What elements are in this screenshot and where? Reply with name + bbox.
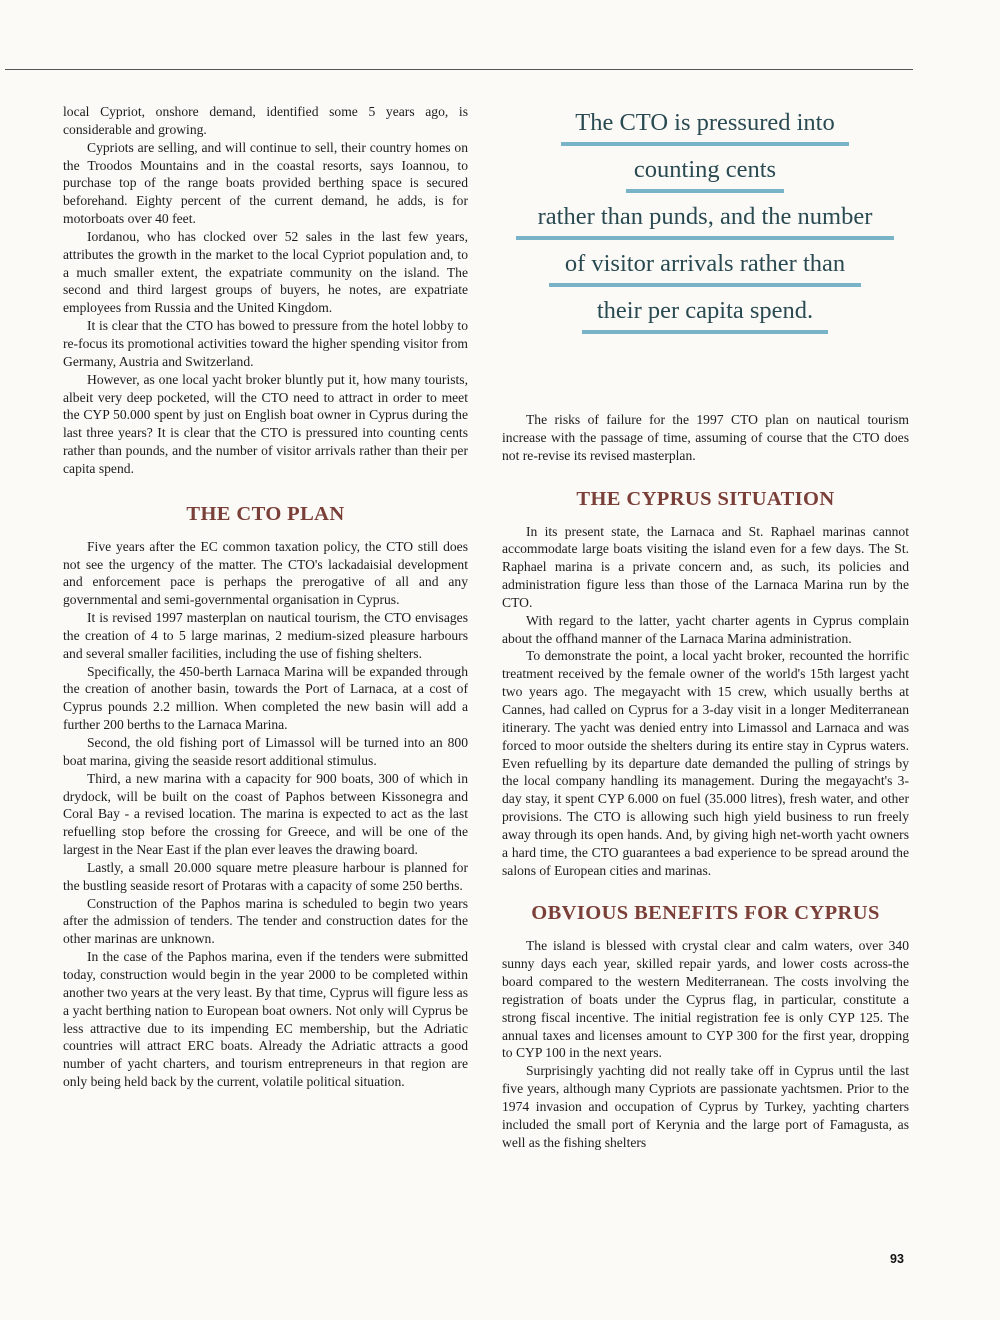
section-heading-cto-plan: THE CTO PLAN (186, 502, 345, 525)
pull-quote-text: their per capita spend. (596, 297, 814, 324)
page-number: 93 (890, 1252, 904, 1266)
paragraph: In its present state, the Larnaca and St. Raphael marinas cannot accommodate large boats visiting the island even for a few days. The St. Raphael marina is a private concern and, as such, its policies and administration figure less than those of the Larnaca Marina run by the CTO. (502, 523, 909, 610)
paragraph: With regard to the latter, yacht charter agents in Cyprus complain about the offhand manner of the Larnaca Marina administration. (502, 612, 909, 646)
paragraph: Cypriots are selling, and will continue to sell, their country homes on the Troodos Mountains and in the coastal resorts, says Ioannou, to purchase top of the range boats provided berthing space is secured beforehand. Eighty percent of the current demand, he adds, is for motorboats over 40 feet. (63, 139, 468, 227)
paragraph: Surprisingly yachting did not really take off in Cyprus until the last five years, although many Cypriots are passionate yachtsmen. Prior to the 1974 invasion and occupation of Cyprus by Turkey, yachting charters included the small port of Kerynia and the large port of Famagusta, as well as the fishing shelters (502, 1063, 909, 1150)
paragraph: Second, the old fishing port of Limassol will be turned into an 800 boat marina, giving the seaside resort additional stimulus. (63, 735, 468, 768)
paragraph: Lastly, a small 20.000 square metre pleasure harbour is planned for the bustling seaside resort of Protaras with a capacity of some 250 berths. (63, 859, 468, 893)
pull-quote-underline (582, 330, 828, 334)
paragraph: The risks of failure for the 1997 CTO plan on nautical tourism increase with the passage of time, assuming of course that the CTO does not re-revise its revised masterplan. (502, 412, 909, 463)
top-rule (5, 69, 913, 70)
section-heading-cyprus-situation: THE CYPRUS SITUATION (576, 487, 835, 510)
pull-quote-line (505, 249, 905, 287)
left-column (63, 103, 468, 1091)
paragraph: It is revised 1997 masterplan on nautical tourism, the CTO envisages the creation of 4 to 5 large marinas, 2 medium-sized pleasure harbours and several smaller facilities, including the use of fishing shelters. (63, 610, 468, 661)
pull-quote-line (505, 202, 905, 240)
paragraph: Specifically, the 450-berth Larnaca Marina will be expanded through the creation of another basin, towards the Port of Larnaca, at a cost of Cyprus pounds 2.2 million. When completed the new basin will add a further 200 berths to the Larnaca Marina. (63, 663, 468, 733)
paragraph: local Cypriot, onshore demand, identified some 5 years ago, is considerable and growing. (63, 104, 468, 137)
pull-quote-line (505, 296, 905, 334)
paragraph: Five years after the EC common taxation policy, the CTO still does not see the urgency of the matter. The CTO's lackadaisial development and enforcement pace is perhaps the prerogative of all and any governmental and semi-governmental organisation in Cyprus. (63, 538, 468, 608)
paragraph: The island is blessed with crystal clear and calm waters, over 340 sunny days each year, skilled repair yards, and lower costs across-the board compared to the western Mediterranean. The costs involving the registration of boats under the Cyprus flag, in particular, constitute a strong fiscal incentive. The initial registration fee is only CYP 125. The annual taxes and licenses amount to CYP 300 for the first year, dropping to CYP 100 in the next years. (502, 938, 909, 1061)
right-column (502, 411, 909, 1152)
paragraph: Third, a new marina with a capacity for 900 boats, 300 of which in drydock, will be built on the coast of Paphos between Kissonegra and Coral Bay - a revised location. The marina is expected to act as the last refuelling stop before the crossing for Greece, and will be one of the largest in the Near East if the plan ever leaves the drawing board. (63, 770, 468, 858)
pull-quote-line (505, 155, 905, 193)
paragraph: In the case of the Paphos marina, even if the tenders were submitted today, construction would begin in the year 2000 to be completed within another two years at the very least. By that time, Cyprus will figure less as a yacht berthing nation to European boat owners. Not only will Cyprus be less attractive due to its impending EC membership, but the Adriatic countries will attract ERC boats. Already the Adriatic attracts a good number of yacht charters, and tourism entrepreneurs in that region are only being held back by the current, volatile political situation. (63, 949, 468, 1090)
paragraph: To demonstrate the point, a local yacht broker, recounted the horrific treatment received by the female owner of the world's 15th largest yacht two years ago. The megayacht with 15 crew, which usually berths at Cannes, had called on Cyprus for a 3-day visit in a longer Mediterranean itinerary. The yacht was denied entry into Limassol and Larnaca and was forced to moor outside the shelters during its entire stay in Cyprus waters. Even refuelling by its departure date demanded the pulling of strings by the local company handling its management. During the megayacht's 3-day stay, it spent CYP 6.000 on fuel (35.000 litres), fresh water, and other provisions. The CTO is allowing such high yield business to run freely away through its open hands. And, by giving high net-worth yacht owners a hard time, the CTO guarantees a bad experience to be spread around the salons of European cities and marinas. (502, 648, 909, 878)
pull-quote-text: counting cents (633, 156, 777, 183)
section-heading-obvious-benefits: OBVIOUS BENEFITS FOR CYPRUS (531, 902, 880, 925)
pull-quote-text: The CTO is pressured into (575, 109, 835, 136)
pull-quote-text: rather than punds, and the number (537, 203, 873, 230)
paragraph: However, as one local yacht broker bluntly put it, how many tourists, albeit very deep pocketed, will the CTO need to attract in order to meet the CYP 50.000 spent by just on English boat owner in Cyprus during the last three years? It is clear that the CTO is pressured into counting cents rather than pounds, and the number of visitor arrivals rather than their per capita spend. (63, 371, 468, 476)
pull-quote-text: of visitor arrivals rather than (564, 250, 846, 277)
paragraph: Construction of the Paphos marina is scheduled to begin two years after the admission of tenders. The tender and construction dates for the other marinas are unknown. (63, 895, 468, 947)
paragraph: Iordanou, who has clocked over 52 sales in the last few years, attributes the growth in the market to the local Cypriot population and, to a much smaller extent, the expatriate community on the island. The second and third largest groups of buyers, he notes, are expatriate employees from Russia and the United Kingdom. (63, 228, 468, 316)
pull-quote-line (505, 108, 905, 146)
pull-quote (505, 108, 905, 334)
paragraph: It is clear that the CTO has bowed to pressure from the hotel lobby to re-focus its promotional activities toward the higher spending visitor from Germany, Austria and Switzerland. (63, 318, 468, 369)
